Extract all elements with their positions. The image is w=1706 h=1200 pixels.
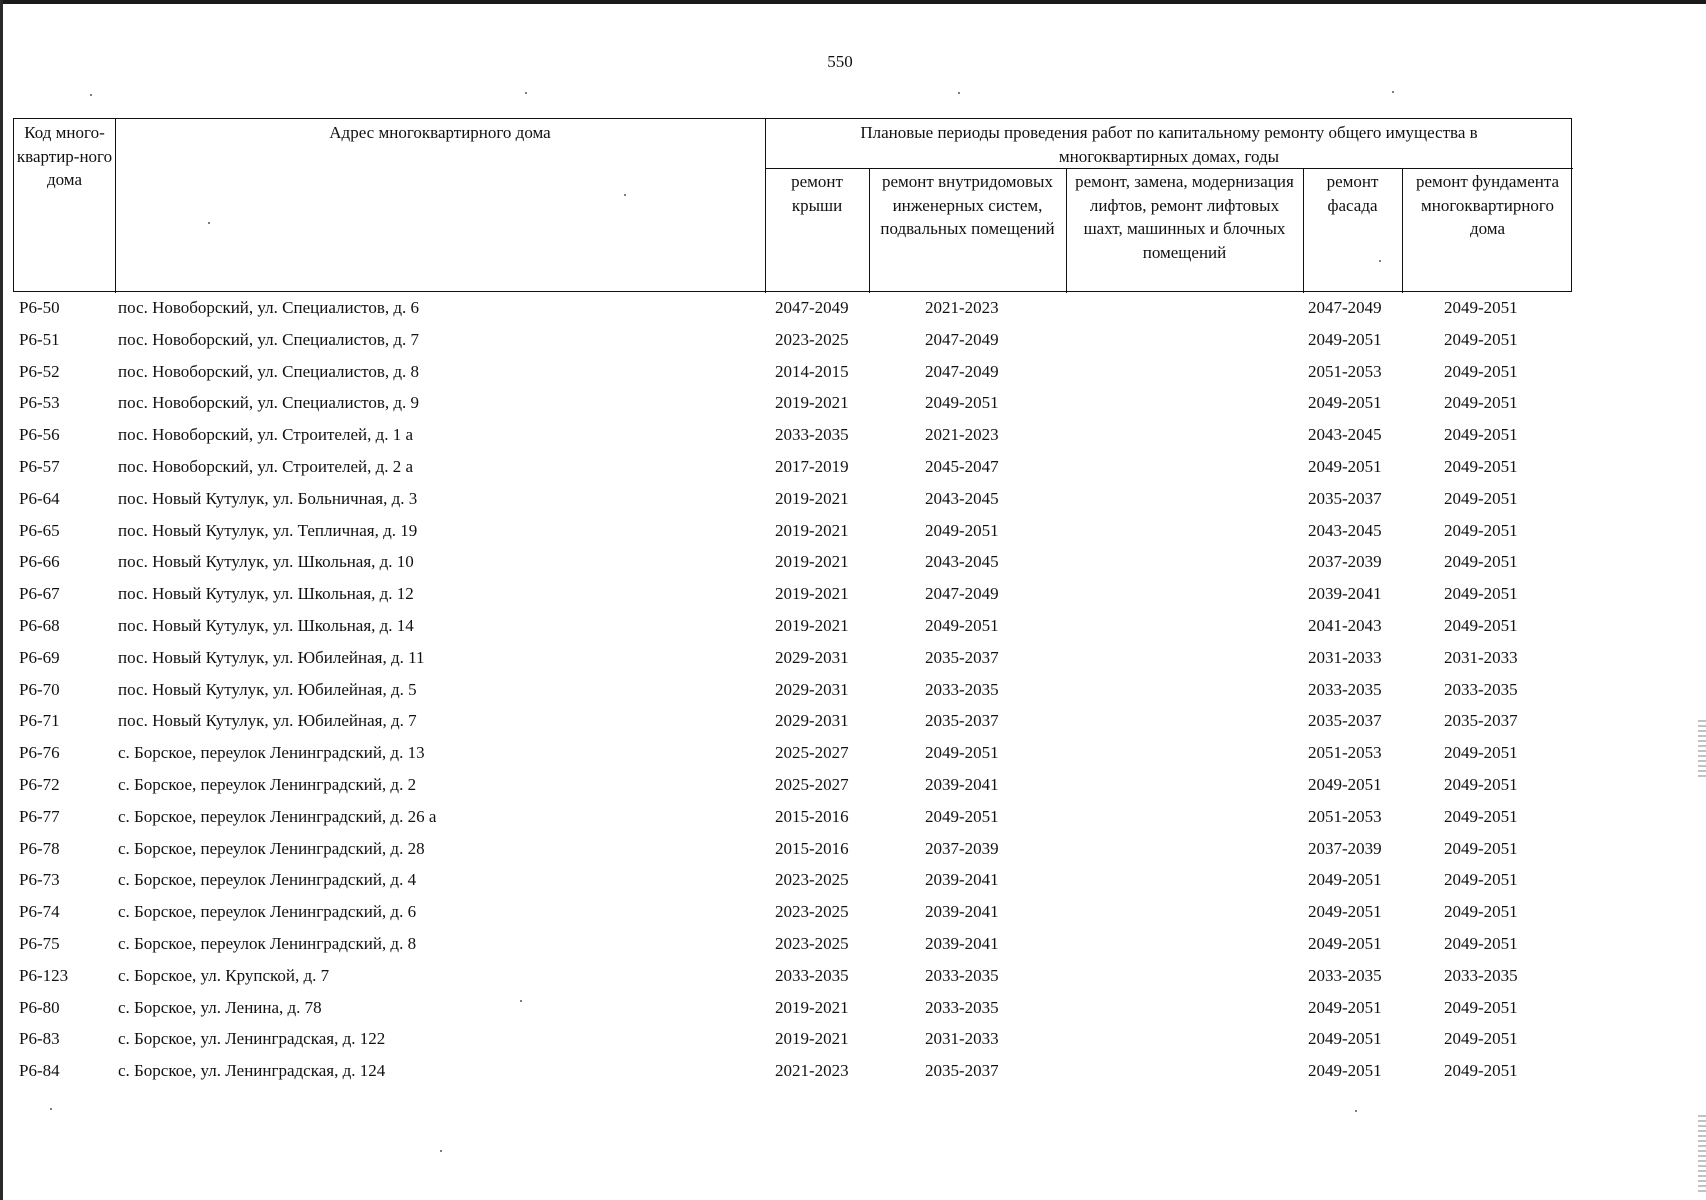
cell-address: с. Борское, переулок Ленинградский, д. 13 (118, 743, 425, 763)
cell-facade: 2047-2049 (1308, 298, 1382, 317)
cell-code: Р6-50 (19, 298, 60, 317)
cell-address: пос. Новоборский, ул. Специалистов, д. 6 (118, 298, 420, 317)
cell-code: Р6-74 (19, 902, 60, 922)
header-foundation: ремонт фундамента многоквартирного дома (1415, 172, 1560, 238)
cell-foundation: 2049-2051 (1444, 806, 1518, 826)
cell-foundation: 2049-2051 (1444, 361, 1518, 381)
page-left-border (0, 0, 3, 1200)
cell-address: с. Борское, ул. Ленинградская, д. 124 (118, 1061, 386, 1081)
cell-engineering: 2031-2033 (925, 1029, 999, 1049)
cell-address: пос. Новоборский, ул. Специалистов, д. 8 (118, 361, 420, 381)
cell-code: Р6-80 (19, 997, 60, 1017)
table-row (13, 1055, 1572, 1087)
table-row (13, 610, 1572, 642)
cell-code: Р6-83 (19, 1029, 60, 1049)
cell-facade: 2043-2045 (1308, 520, 1382, 540)
cell-roof: 2029-2031 (775, 711, 849, 731)
table-row (13, 864, 1572, 896)
cell-address: пос. Новый Кутулук, ул. Школьная, д. 12 (118, 584, 414, 604)
cell-foundation: 2049-2051 (1444, 1061, 1518, 1081)
cell-facade: 2049-2051 (1308, 393, 1382, 413)
cell-foundation: 2049-2051 (1444, 616, 1518, 635)
table-row (13, 896, 1572, 928)
cell-roof: 2029-2031 (775, 647, 849, 667)
cell-engineering: 2045-2047 (925, 457, 999, 476)
cell-engineering: 2039-2041 (925, 775, 999, 794)
cell-foundation: 2049-2051 (1444, 870, 1518, 890)
cell-facade: 2051-2053 (1308, 743, 1382, 763)
cell-engineering: 2047-2049 (925, 329, 999, 349)
table-row (13, 801, 1572, 833)
scan-speck (440, 1150, 442, 1152)
cell-engineering: 2021-2023 (925, 298, 999, 317)
cell-foundation: 2049-2051 (1444, 743, 1518, 763)
scan-speck (1379, 260, 1381, 262)
scan-edge-noise (1698, 720, 1706, 780)
cell-code: Р6-72 (19, 775, 60, 794)
header-engineering: ремонт внутридомовых инженерных систем, подвальных помещений (880, 172, 1055, 238)
cell-address: пос. Новоборский, ул. Специалистов, д. 9 (118, 393, 420, 413)
cell-code: Р6-66 (19, 552, 60, 572)
cell-address: с. Борское, переулок Ленинградский, д. 26 а (118, 806, 437, 826)
header-roof: ремонт крыши (791, 172, 843, 215)
cell-engineering: 2049-2051 (925, 806, 999, 826)
cell-code: Р6-71 (19, 711, 60, 731)
cell-foundation: 2033-2035 (1444, 679, 1518, 699)
scan-speck (90, 94, 92, 96)
cell-engineering: 2039-2041 (925, 934, 999, 953)
cell-roof: 2019-2021 (775, 393, 849, 413)
cell-foundation: 2031-2033 (1444, 647, 1518, 667)
cell-code: Р6-69 (19, 647, 60, 667)
table-row (13, 928, 1572, 960)
table-row (13, 356, 1572, 388)
header-facade: ремонт фасада (1326, 172, 1379, 215)
scan-speck (50, 1108, 52, 1110)
cell-facade: 2033-2035 (1308, 965, 1382, 985)
table-row (13, 451, 1572, 483)
cell-roof: 2019-2021 (775, 584, 849, 604)
cell-foundation: 2049-2051 (1444, 997, 1518, 1017)
table-row (13, 546, 1572, 578)
cell-engineering: 2049-2051 (925, 616, 999, 635)
cell-roof: 2019-2021 (775, 520, 849, 540)
cell-code: Р6-70 (19, 679, 60, 699)
cell-roof: 2023-2025 (775, 329, 849, 349)
cell-address: с. Борское, переулок Ленинградский, д. 6 (118, 902, 417, 922)
cell-engineering: 2021-2023 (925, 425, 999, 445)
cell-facade: 2039-2041 (1308, 584, 1382, 604)
cell-address: с. Борское, переулок Ленинградский, д. 2 (118, 775, 417, 794)
cell-address: с. Борское, ул. Ленина, д. 78 (118, 997, 322, 1017)
cell-engineering: 2037-2039 (925, 838, 999, 858)
cell-foundation: 2049-2051 (1444, 584, 1518, 604)
cell-address: пос. Новый Кутулук, ул. Школьная, д. 14 (118, 616, 414, 635)
cell-engineering: 2049-2051 (925, 743, 999, 763)
cell-facade: 2049-2051 (1308, 1029, 1382, 1049)
cell-roof: 2019-2021 (775, 616, 849, 635)
cell-roof: 2023-2025 (775, 870, 849, 890)
scan-speck (1355, 1110, 1357, 1112)
header-periods: Плановые периоды проведения работ по капитальному ремонту общего имущества в многоквартирных домах, годы (860, 123, 1478, 166)
cell-facade: 2049-2051 (1308, 457, 1382, 476)
cell-facade: 2049-2051 (1308, 902, 1382, 922)
cell-roof: 2023-2025 (775, 934, 849, 953)
scan-speck (208, 222, 210, 224)
cell-foundation: 2049-2051 (1444, 775, 1518, 794)
header-lifts: ремонт, замена, модернизация лифтов, ремонт лифтовых шахт, машинных и блочных помещений (1075, 172, 1294, 262)
cell-code: Р6-56 (19, 425, 60, 445)
cell-foundation: 2049-2051 (1444, 457, 1518, 476)
cell-address: с. Борское, переулок Ленинградский, д. 28 (118, 838, 425, 858)
cell-roof: 2029-2031 (775, 679, 849, 699)
cell-code: Р6-57 (19, 457, 60, 476)
cell-engineering: 2049-2051 (925, 520, 999, 540)
cell-engineering: 2035-2037 (925, 1061, 999, 1081)
cell-code: Р6-68 (19, 616, 60, 635)
cell-facade: 2049-2051 (1308, 870, 1382, 890)
cell-engineering: 2047-2049 (925, 584, 999, 604)
scan-speck (520, 1000, 522, 1002)
cell-foundation: 2033-2035 (1444, 965, 1518, 985)
cell-address: пос. Новый Кутулук, ул. Больничная, д. 3 (118, 488, 418, 508)
table-row (13, 960, 1572, 992)
cell-engineering: 2043-2045 (925, 488, 999, 508)
header-divider (765, 168, 1573, 169)
cell-foundation: 2049-2051 (1444, 520, 1518, 540)
table-row (13, 515, 1572, 547)
cell-code: Р6-73 (19, 870, 60, 890)
table-row (13, 642, 1572, 674)
cell-code: Р6-76 (19, 743, 60, 763)
cell-roof: 2019-2021 (775, 488, 849, 508)
cell-foundation: 2049-2051 (1444, 393, 1518, 413)
cell-engineering: 2035-2037 (925, 647, 999, 667)
cell-roof: 2019-2021 (775, 552, 849, 572)
scan-edge-noise (1698, 1115, 1706, 1195)
cell-address: пос. Новый Кутулук, ул. Юбилейная, д. 11 (118, 647, 425, 667)
cell-engineering: 2039-2041 (925, 870, 999, 890)
cell-facade: 2035-2037 (1308, 488, 1382, 508)
cell-code: Р6-64 (19, 488, 60, 508)
cell-roof: 2033-2035 (775, 425, 849, 445)
cell-foundation: 2049-2051 (1444, 838, 1518, 858)
cell-foundation: 2049-2051 (1444, 902, 1518, 922)
cell-roof: 2025-2027 (775, 775, 849, 794)
cell-engineering: 2033-2035 (925, 965, 999, 985)
table-row (13, 292, 1572, 324)
cell-code: Р6-51 (19, 329, 60, 349)
cell-engineering: 2049-2051 (925, 393, 999, 413)
table-row (13, 769, 1572, 801)
cell-code: Р6-84 (19, 1061, 60, 1081)
cell-roof: 2019-2021 (775, 1029, 849, 1049)
cell-facade: 2033-2035 (1308, 679, 1382, 699)
cell-code: Р6-53 (19, 393, 60, 413)
cell-roof: 2021-2023 (775, 1061, 849, 1081)
cell-address: пос. Новый Кутулук, ул. Юбилейная, д. 5 (118, 679, 417, 699)
cell-roof: 2014-2015 (775, 361, 849, 381)
cell-facade: 2031-2033 (1308, 647, 1382, 667)
cell-facade: 2041-2043 (1308, 616, 1382, 635)
table-row (13, 324, 1572, 356)
cell-engineering: 2033-2035 (925, 997, 999, 1017)
scan-speck (525, 92, 527, 94)
cell-foundation: 2049-2051 (1444, 934, 1518, 953)
scan-speck (1392, 91, 1394, 93)
cell-address: с. Борское, ул. Крупской, д. 7 (118, 965, 330, 985)
cell-roof: 2023-2025 (775, 902, 849, 922)
cell-address: пос. Новоборский, ул. Строителей, д. 2 а (118, 457, 414, 476)
table-row (13, 737, 1572, 769)
cell-facade: 2037-2039 (1308, 552, 1382, 572)
cell-facade: 2051-2053 (1308, 806, 1382, 826)
cell-foundation: 2049-2051 (1444, 488, 1518, 508)
cell-address: с. Борское, переулок Ленинградский, д. 8 (118, 934, 417, 953)
cell-foundation: 2049-2051 (1444, 329, 1518, 349)
table-row (13, 833, 1572, 865)
cell-facade: 2043-2045 (1308, 425, 1382, 445)
cell-address: пос. Новоборский, ул. Специалистов, д. 7 (118, 329, 420, 349)
table-header (13, 118, 1572, 292)
cell-engineering: 2035-2037 (925, 711, 999, 731)
cell-code: Р6-65 (19, 520, 60, 540)
table-row (13, 674, 1572, 706)
table-row (13, 992, 1572, 1024)
cell-code: Р6-52 (19, 361, 60, 381)
table-row (13, 387, 1572, 419)
table-row (13, 419, 1572, 451)
cell-code: Р6-77 (19, 806, 60, 826)
cell-code: Р6-123 (19, 965, 69, 985)
header-address: Адрес многоквартирного дома (329, 123, 551, 142)
page-number: 550 (827, 52, 853, 71)
cell-facade: 2035-2037 (1308, 711, 1382, 731)
cell-facade: 2049-2051 (1308, 1061, 1382, 1081)
header-divider (115, 119, 116, 293)
cell-foundation: 2035-2037 (1444, 711, 1518, 731)
cell-address: пос. Новый Кутулук, ул. Школьная, д. 10 (118, 552, 414, 572)
cell-address: с. Борское, переулок Ленинградский, д. 4 (118, 870, 417, 890)
table-row (13, 483, 1572, 515)
cell-address: с. Борское, ул. Ленинградская, д. 122 (118, 1029, 386, 1049)
cell-facade: 2049-2051 (1308, 775, 1382, 794)
cell-roof: 2019-2021 (775, 997, 849, 1017)
cell-foundation: 2049-2051 (1444, 298, 1518, 317)
cell-facade: 2051-2053 (1308, 361, 1382, 381)
cell-engineering: 2039-2041 (925, 902, 999, 922)
table-row (13, 705, 1572, 737)
cell-address: пос. Новый Кутулук, ул. Юбилейная, д. 7 (118, 711, 417, 731)
cell-facade: 2049-2051 (1308, 997, 1382, 1017)
cell-address: пос. Новый Кутулук, ул. Тепличная, д. 19 (118, 520, 418, 540)
scan-speck (624, 194, 626, 196)
cell-roof: 2015-2016 (775, 806, 849, 826)
cell-code: Р6-78 (19, 838, 60, 858)
cell-engineering: 2043-2045 (925, 552, 999, 572)
cell-roof: 2047-2049 (775, 298, 849, 317)
table-row (13, 1023, 1572, 1055)
cell-facade: 2049-2051 (1308, 329, 1382, 349)
cell-code: Р6-67 (19, 584, 60, 604)
cell-roof: 2033-2035 (775, 965, 849, 985)
cell-foundation: 2049-2051 (1444, 552, 1518, 572)
cell-foundation: 2049-2051 (1444, 425, 1518, 445)
cell-engineering: 2033-2035 (925, 679, 999, 699)
cell-foundation: 2049-2051 (1444, 1029, 1518, 1049)
cell-address: пос. Новоборский, ул. Строителей, д. 1 а (118, 425, 414, 445)
cell-roof: 2025-2027 (775, 743, 849, 763)
cell-roof: 2017-2019 (775, 457, 849, 476)
cell-roof: 2015-2016 (775, 838, 849, 858)
cell-engineering: 2047-2049 (925, 361, 999, 381)
table-row (13, 578, 1572, 610)
scan-speck (958, 92, 960, 94)
page-top-border (0, 0, 1706, 4)
cell-facade: 2037-2039 (1308, 838, 1382, 858)
cell-code: Р6-75 (19, 934, 60, 953)
header-code: Код много-квартир-ного дома (16, 123, 113, 189)
cell-facade: 2049-2051 (1308, 934, 1382, 953)
